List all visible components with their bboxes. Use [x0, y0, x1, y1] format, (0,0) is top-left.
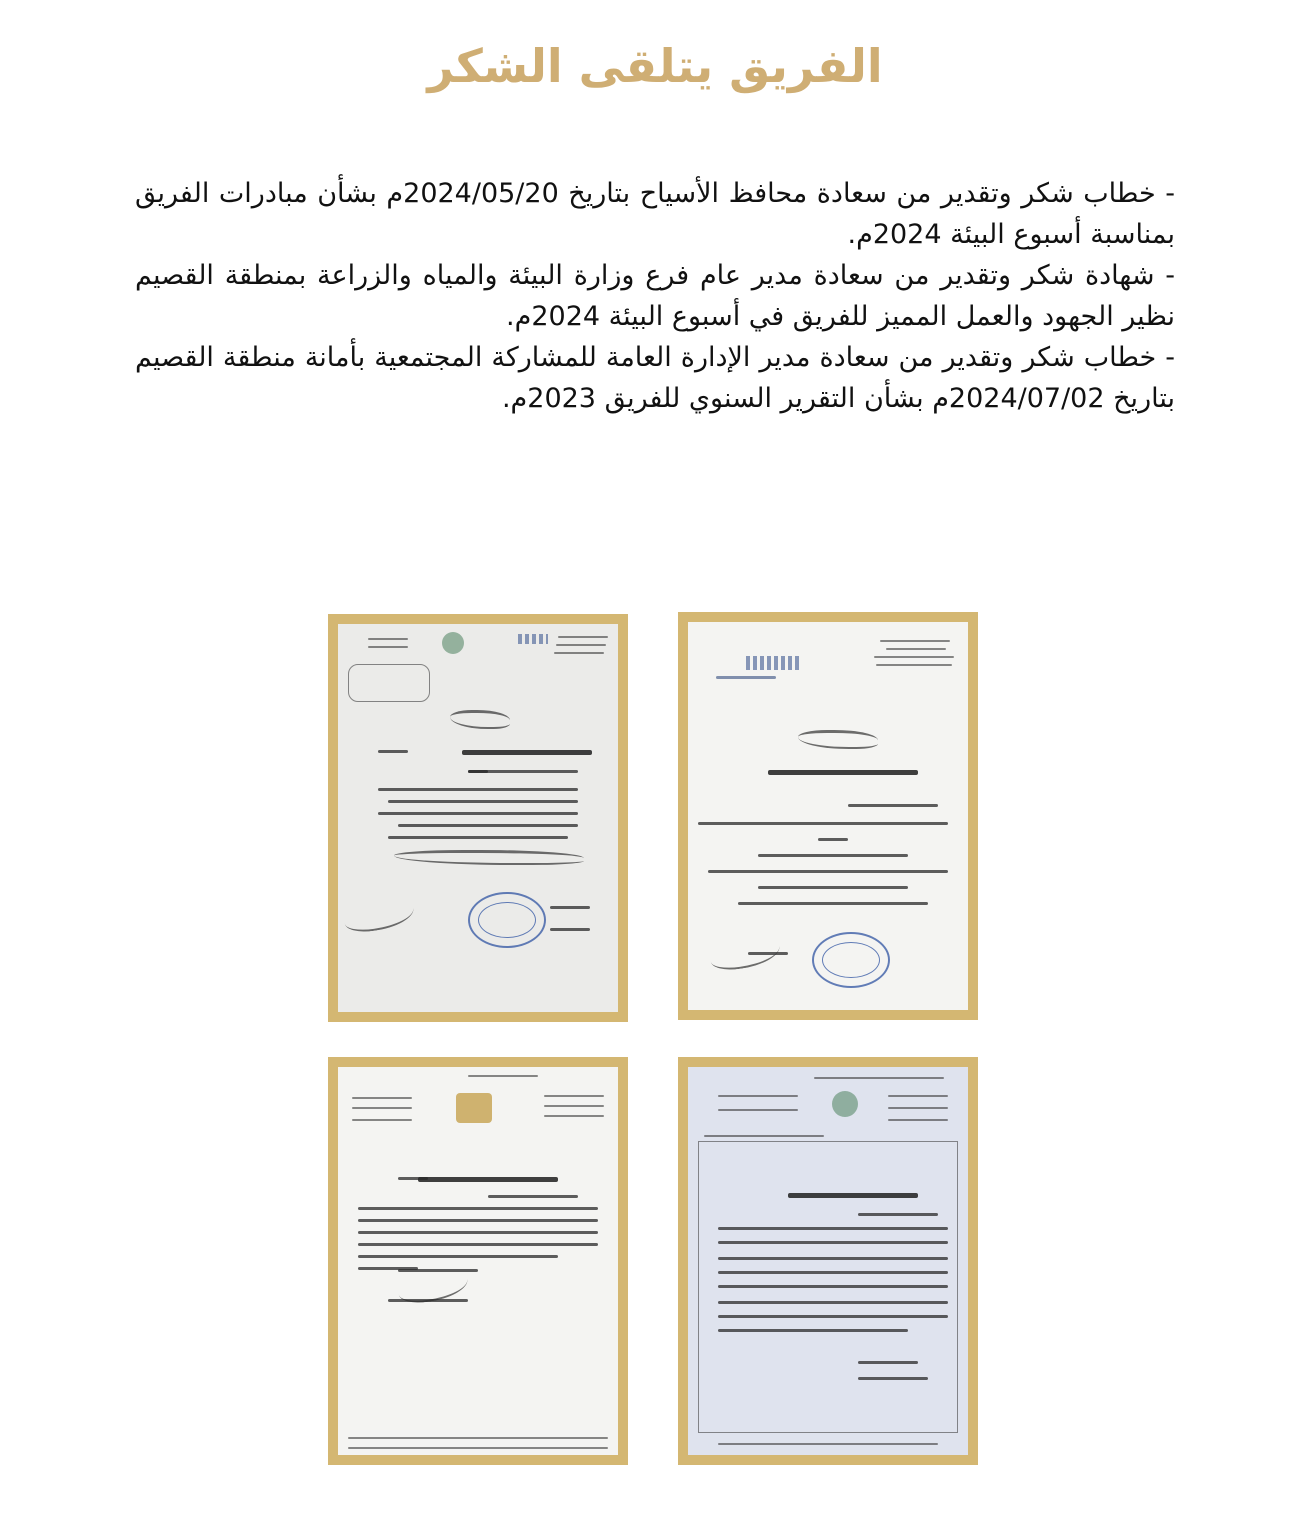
scanned-letter [338, 1067, 618, 1455]
municipality-logo-icon [456, 1093, 492, 1123]
thanks-item-municipality-letter: - خطاب شكر وتقدير من سعادة مدير الإدارة العامة للمشاركة المجتمعية بأمانة منطقة القصيم بتاريخ 2024/07/02م بشأن التقرير السنوي للفريق 2023م. [135, 342, 1175, 414]
thanks-item-environment-certificate: - شهادة شكر وتقدير من سعادة مدير عام فرع وزارة البيئة والمياه والزراعة بمنطقة القصيم نظير الجهود والعمل المميز للفريق في أسبوع البيئة 2024م. [135, 260, 1175, 332]
signature-icon [708, 935, 781, 972]
scanned-letter [338, 624, 618, 1012]
official-stamp-icon [468, 892, 546, 948]
page-title: الفريق يتلقى الشكر [427, 39, 883, 93]
document-image-top-left [328, 614, 628, 1022]
signature-icon [342, 897, 415, 934]
calligraphy-heading-icon [450, 710, 510, 729]
calligraphy-quote-icon [394, 850, 584, 865]
ministry-logo-icon [518, 634, 548, 644]
scanned-certificate [688, 622, 968, 1010]
thanks-list [135, 173, 1175, 419]
document-image-bottom-left [328, 1057, 628, 1465]
government-emblem-icon [832, 1091, 858, 1117]
ministry-logo-icon [746, 656, 802, 670]
reference-box [348, 664, 430, 702]
thanks-item-governor-letter: - خطاب شكر وتقدير من سعادة محافظ الأسياح بتاريخ 2024/05/20م بشأن مبادرات الفريق بمناسبة أسبوع البيئة 2024م. [135, 178, 1175, 250]
document-image-top-right [678, 612, 978, 1020]
official-stamp-icon [812, 932, 890, 988]
school-emblem-icon [442, 632, 464, 654]
document-image-bottom-right [678, 1057, 978, 1465]
calligraphy-heading-icon [798, 730, 878, 749]
scanned-letter [688, 1067, 968, 1455]
